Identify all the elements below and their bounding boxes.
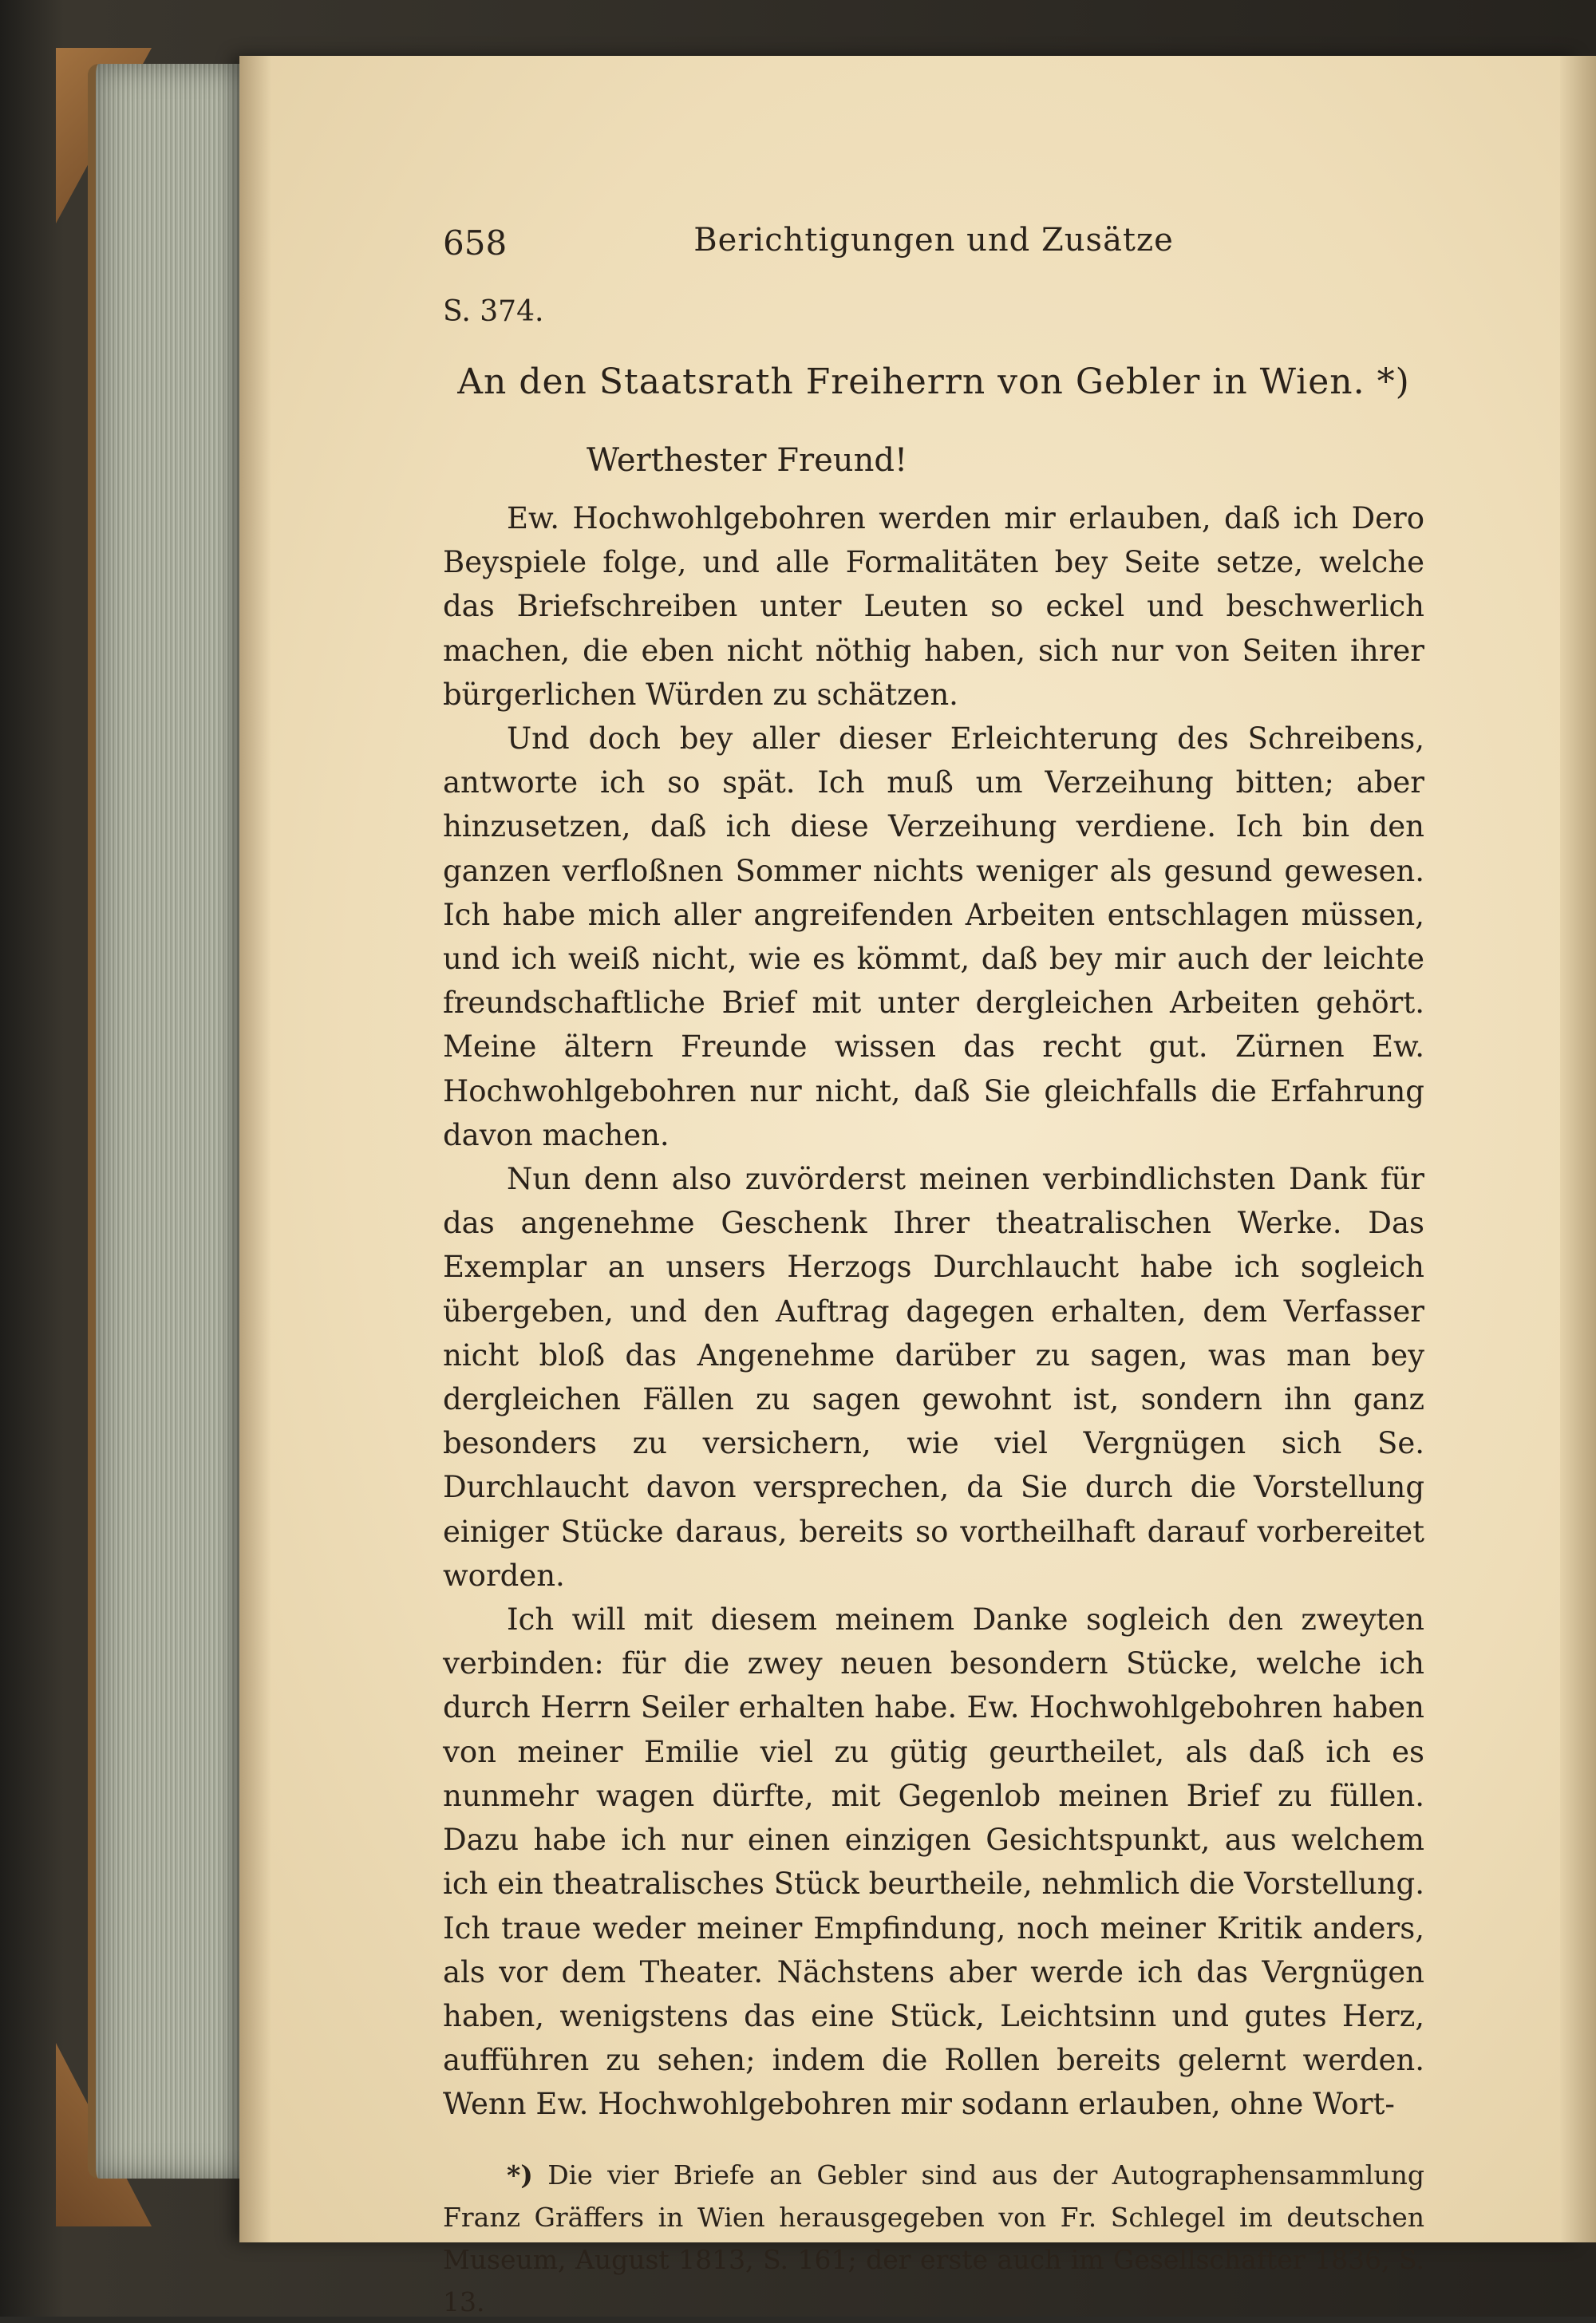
paragraph: Ich will mit diesem meinem Danke sogleich den zweyten verbinden: für die zwey neuen besondern Stücke, welche ich durch Herrn Seiler erhalten habe. Ew. Hochwohlgebohren haben von meiner Emilie viel zu gütig geurtheilet, als daß ich es nunmehr wagen dürfte, mit Gegenlob meinen Brief zu füllen. Dazu habe ich nur einen einzigen Gesichtspunkt, aus welchem ich ein theatralisches Stück beurtheile, nehmlich die Vorstellung. Ich traue weder meiner Empfindung, noch meiner Kritik anders, als vor dem Theater. Nächstens aber werde ich das Vergnügen haben, wenigstens das eine Stück, Leichtsinn und gutes Herz, aufführen zu sehen; indem die Rollen bereits gelernt werden. Wenn Ew. Hochwohlgebohren mir sodann erlauben, ohne Wort- xyxy=(443,1602,1424,2122)
running-head: Berichtigungen und Zusätze xyxy=(693,222,1174,259)
footnote-paragraph xyxy=(443,2154,1424,2323)
footnote-text: Die vier Briefe an Gebler sind aus der Autographensammlung Franz Gräffers in Wien herausgegeben von Fr. Schlegel im deutschen Museum, August 1813, S. 161; der erste auch im Gesellschafter 1836, S. 13. xyxy=(443,2159,1424,2317)
footnote-mark: *) xyxy=(507,2159,533,2191)
page-header xyxy=(443,215,1424,271)
salutation: Werthester Freund! xyxy=(587,442,908,479)
page-right-edge xyxy=(1560,56,1596,2242)
page-number: 658 xyxy=(443,223,508,263)
paragraph: Ew. Hochwohlgebohren werden mir erlauben, daß ich Dero Beyspiele folge, und alle Formalitäten bey Seite setze, welche das Briefschreiben unter Leuten so eckel und beschwerlich machen, die eben nicht nöthig haben, sich nur von Seiten ihrer bürgerlichen Würden zu schätzen. xyxy=(443,501,1424,712)
page-content xyxy=(443,215,1424,2323)
page-edges xyxy=(88,64,255,2179)
section-reference: S. 374. xyxy=(443,295,544,328)
letter-heading: An den Staatsrath Freiherrn von Gebler in Wien. *) xyxy=(457,361,1410,402)
page-gutter-shadow xyxy=(239,56,271,2242)
paragraph: Und doch bey aller dieser Erleichterung des Schreibens, antworte ich so spät. Ich muß um Verzeihung bitten; aber hinzusetzen, daß ich diese Verzeihung verdiene. Ich bin den ganzen verfloßnen Sommer nichts weniger als gesund gewesen. Ich habe mich aller angreifenden Arbeiten entschlagen müssen, und ich weiß nicht, wie es kömmt, daß bey mir auch der leichte freundschaftliche Brief mit unter dergleichen Arbeiten gehört. Meine ältern Freunde wissen das recht gut. Zürnen Ew. Hochwohlgebohren nur nicht, daß Sie gleichfalls die Erfahrung davon machen. xyxy=(443,721,1424,1152)
paragraph: Nun denn also zuvörderst meinen verbindlichsten Dank für das angenehme Geschenk Ihrer theatralischen Werke. Das Exemplar an unsers Herzogs Durchlaucht habe ich sogleich übergeben, und den Auftrag dagegen erhalten, dem Verfasser nicht bloß das Angenehme darüber zu sagen, was man bey dergleichen Fällen zu sagen gewohnt ist, sondern ihn ganz besonders zu versichern, wie viel Vergnügen sich Se. Durchlaucht davon versprechen, da Sie durch die Vorstellung einiger Stücke daraus, bereits so vortheilhaft darauf vorbereitet worden. xyxy=(443,1162,1424,1593)
letter-body xyxy=(443,496,1424,2127)
footnote xyxy=(443,2154,1424,2323)
